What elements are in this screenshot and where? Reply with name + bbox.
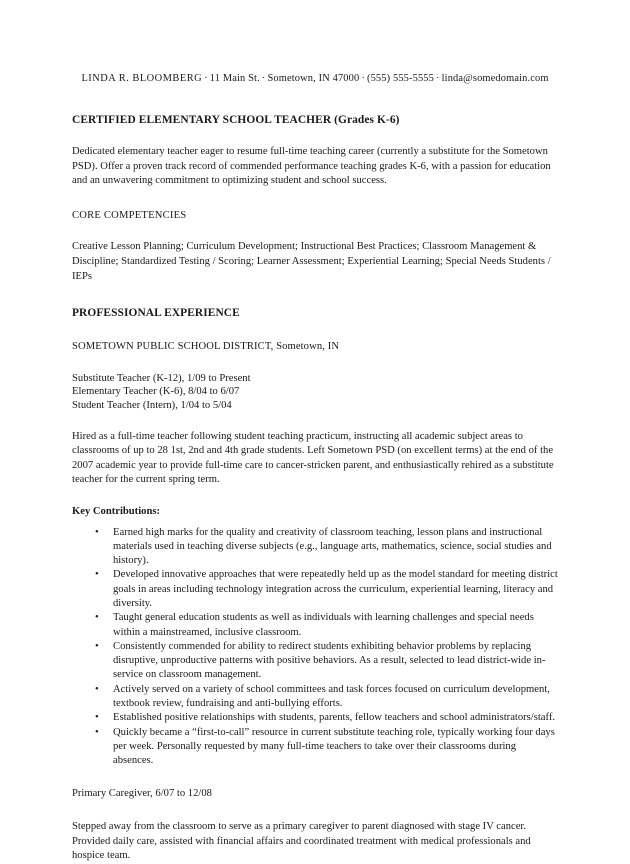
contact-separator-2: · <box>261 73 266 84</box>
role-line: Elementary Teacher (K-6), 8/04 to 6/07 <box>72 386 240 398</box>
bullet-icon: • <box>95 683 99 695</box>
candidate-name: LINDA R. BLOOMBERG <box>81 73 203 84</box>
list-item <box>72 526 558 569</box>
contact-city-state-zip: Sometown, IN 47000 <box>267 73 360 84</box>
caregiver-body: Stepped away from the classroom to serve as a primary caregiver to parent diagnosed with stage IV cancer. Provided daily care, assisted with financial affairs and coordinated treatment with medical professionals and hospice team. <box>72 821 531 862</box>
list-item-text: Actively served on a variety of school committees and task forces focused on curriculum development, textbook review, fundraising and anti-bullying efforts. <box>113 683 550 710</box>
contact-separator-1: · <box>204 73 208 84</box>
bullet-icon: • <box>95 612 99 624</box>
list-item-text: Taught general education students as well as individuals with learning challenges and special needs within a mainstreamed, inclusive classroom. <box>113 612 534 638</box>
contact-email: linda@somedomain.com <box>441 73 549 84</box>
list-item <box>72 611 558 640</box>
list-item <box>72 568 558 611</box>
resume-content <box>72 0 558 864</box>
bullet-icon: • <box>95 526 99 538</box>
key-contributions-heading: Key Contributions: <box>72 505 160 517</box>
contact-separator-4: · <box>436 73 440 84</box>
list-item <box>72 726 558 769</box>
list-item-text: Quickly became a “first-to-call” resource in current substitute teaching role, typically working four days per week. Personally requested by many full-time teachers to take over their classrooms during absences. <box>113 726 555 767</box>
list-item-text: Earned high marks for the quality and creativity of classroom teaching, lesson plans and instructional materials used in teaching diverse subjects (e.g., language arts, mathematics, science, social studies and history). <box>113 526 552 567</box>
contact-street: 11 Main St. <box>209 73 260 84</box>
contact-header <box>72 72 558 86</box>
resume-headline: CERTIFIED ELEMENTARY SCHOOL TEACHER (Grades K-6) <box>72 114 400 126</box>
role-line: Student Teacher (Intern), 1/04 to 5/04 <box>72 399 232 411</box>
core-competencies-body: Creative Lesson Planning; Curriculum Development; Instructional Best Practices; Classroom Management & Discipline; Standardized Testing / Scoring; Learner Assessment; Experiential Learning; Special Needs Students / IEPs <box>72 241 551 282</box>
caregiver-title: Primary Caregiver, 6/07 to 12/08 <box>72 787 212 799</box>
contact-separator-3: · <box>361 73 365 84</box>
key-contributions-list <box>72 526 558 769</box>
bullet-icon: • <box>95 726 99 738</box>
role-list <box>72 372 558 413</box>
role-line: Substitute Teacher (K-12), 1/09 to Present <box>72 372 251 384</box>
contact-phone: (555) 555-5555 <box>366 73 434 84</box>
employer-name: SOMETOWN PUBLIC SCHOOL DISTRICT, Sometown, IN <box>72 341 340 353</box>
bullet-icon: • <box>95 640 99 652</box>
professional-experience-heading: PROFESSIONAL EXPERIENCE <box>72 307 240 320</box>
list-item-text: Developed innovative approaches that were repeatedly held up as the model standard for meeting district goals in areas including technology integration across the curriculum, experiential learning, literacy and diversity. <box>113 569 558 609</box>
bullet-icon: • <box>95 712 99 724</box>
list-item-text: Established positive relationships with students, parents, fellow teachers and school administrators/staff. <box>113 712 556 724</box>
list-item <box>72 711 558 725</box>
list-item <box>72 640 558 683</box>
experience-narrative: Hired as a full-time teacher following student teaching practicum, instructing all academic subject areas to classrooms of up to 28 1st, 2nd and 4th grade students. Left Sometown PSD (on excellent terms) at the end of the 2007 academic year to provide full-time care to cancer-stricken parent, and enthusiastically rehired as a substitute teacher for the current spring term. <box>72 430 554 486</box>
list-item-text: Consistently commended for ability to redirect students exhibiting behavior problems by replacing disruptive, unproductive patterns with positive behaviors. As a result, selected to lead district-wide in-service on classroom management. <box>113 640 546 681</box>
summary-paragraph: Dedicated elementary teacher eager to resume full-time teaching career (currently a substitute for the Sometown PSD). Offer a proven track record of commended performance teaching grades K-6, with a passion for education and an unwavering commitment to optimizing student and school success. <box>72 146 551 187</box>
bullet-icon: • <box>95 569 99 581</box>
list-item <box>72 683 558 712</box>
core-competencies-heading: CORE COMPETENCIES <box>72 209 187 221</box>
